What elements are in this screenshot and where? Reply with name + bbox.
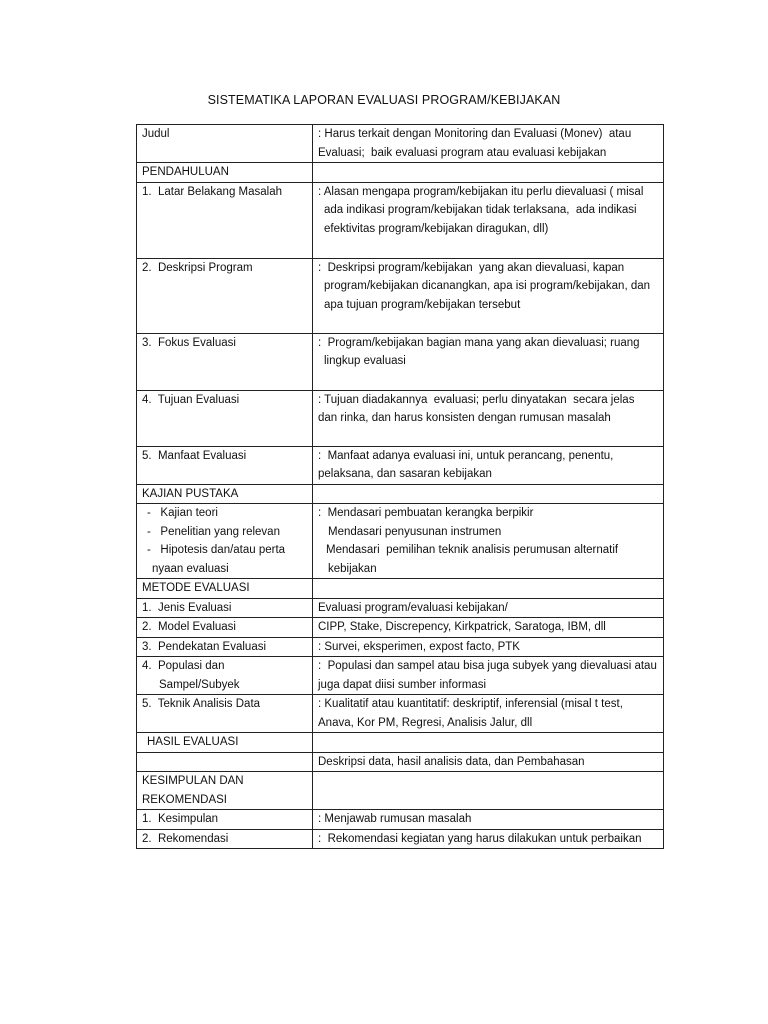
section-label-cell <box>137 258 313 333</box>
table-row <box>137 772 664 810</box>
cell-line: HASIL EVALUASI <box>147 736 239 748</box>
table-row <box>137 484 664 504</box>
table-row <box>137 182 664 258</box>
section-label-cell <box>137 484 313 504</box>
cell-line: : Menjawab rumusan masalah <box>318 813 472 825</box>
description-cell <box>313 637 664 657</box>
section-label-cell <box>137 125 313 163</box>
section-label-cell <box>137 829 313 849</box>
description-cell <box>313 504 664 579</box>
cell-line: : Survei, eksperimen, expost facto, PTK <box>318 640 520 653</box>
table-row <box>137 657 664 695</box>
cell-line: Judul <box>142 128 170 140</box>
cell-line: 2. Rekomendasi <box>142 832 229 845</box>
description-cell <box>313 810 664 830</box>
cell-line: dan rinka, dan harus konsisten dengan rumusan masalah <box>318 412 611 424</box>
description-cell <box>313 752 664 772</box>
section-label-cell <box>137 657 313 695</box>
cell-line: PENDAHULUAN <box>142 166 229 178</box>
section-label-cell <box>137 504 313 579</box>
table-row <box>137 258 664 333</box>
cell-line: 5. Manfaat Evaluasi <box>142 449 247 462</box>
cell-line: : Program/kebijakan bagian mana yang akan dievaluasi; ruang <box>318 336 640 349</box>
table-row <box>137 598 664 618</box>
cell-line: nyaan evaluasi <box>152 562 229 575</box>
table-row <box>137 333 664 390</box>
cell-line: REKOMENDASI <box>142 793 227 806</box>
description-cell <box>313 125 664 163</box>
cell-line: lingkup evaluasi <box>324 355 406 367</box>
cell-line: 2. Model Evaluasi <box>142 621 236 633</box>
section-label-cell <box>137 618 313 638</box>
description-cell <box>313 258 664 333</box>
table-row <box>137 752 664 772</box>
table-row <box>137 446 664 484</box>
description-cell <box>313 733 664 753</box>
cell-line: Evaluasi; baik evaluasi program atau evaluasi kebijakan <box>318 146 607 159</box>
description-cell <box>313 657 664 695</box>
section-label-cell <box>137 733 313 753</box>
section-label-cell <box>137 598 313 618</box>
cell-line: : Mendasari pembuatan kerangka berpikir <box>318 507 534 519</box>
cell-line: 4. Tujuan Evaluasi <box>142 393 240 406</box>
cell-line: Mendasari penyusunan instrumen <box>328 525 502 538</box>
cell-line: 3. Fokus Evaluasi <box>142 336 236 349</box>
table-row <box>137 733 664 753</box>
outline-table <box>136 124 664 849</box>
table-row <box>137 125 664 163</box>
description-cell <box>313 484 664 504</box>
cell-line: 1. Kesimpulan <box>142 813 219 825</box>
section-label-cell <box>137 695 313 733</box>
cell-line: Evaluasi program/evaluasi kebijakan/ <box>318 601 508 614</box>
cell-line: : Harus terkait dengan Monitoring dan Evaluasi (Monev) atau <box>318 128 632 140</box>
section-label-cell <box>137 637 313 657</box>
cell-line: : Populasi dan sampel atau bisa juga subyek yang dievaluasi atau <box>318 660 657 672</box>
description-cell <box>313 772 664 810</box>
cell-line: Anava, Kor PM, Regresi, Analisis Jalur, dll <box>318 716 533 729</box>
cell-line: Mendasari pemilihan teknik analisis perumusan alternatif <box>326 544 619 556</box>
section-label-cell <box>137 810 313 830</box>
cell-line: 5. Teknik Analisis Data <box>142 698 261 710</box>
description-cell <box>313 598 664 618</box>
section-label-cell <box>137 163 313 183</box>
section-label-cell <box>137 182 313 258</box>
cell-line: 3. Pendekatan Evaluasi <box>142 640 267 653</box>
cell-line: : Deskripsi program/kebijakan yang akan dievaluasi, kapan <box>318 261 625 274</box>
cell-line: 4. Populasi dan <box>142 660 225 672</box>
description-cell <box>313 390 664 446</box>
description-cell <box>313 163 664 183</box>
cell-line: - Kajian teori <box>147 507 218 519</box>
cell-line: ada indikasi program/kebijakan tidak terlaksana, ada indikasi <box>324 204 637 216</box>
table-row <box>137 390 664 446</box>
cell-line: program/kebijakan dicanangkan, apa isi program/kebijakan, dan <box>324 280 651 292</box>
section-label-cell <box>137 390 313 446</box>
table-row <box>137 637 664 657</box>
cell-line: METODE EVALUASI <box>142 582 250 594</box>
section-label-cell <box>137 446 313 484</box>
description-cell <box>313 695 664 733</box>
description-cell <box>313 182 664 258</box>
cell-line: : Alasan mengapa program/kebijakan itu perlu dievaluasi ( misal <box>318 185 644 198</box>
description-cell <box>313 829 664 849</box>
cell-line: pelaksana, dan sasaran kebijakan <box>318 468 492 480</box>
cell-line: : Kualitatif atau kuantitatif: deskriptif, inferensial (misal t test, <box>318 698 623 710</box>
cell-line: KAJIAN PUSTAKA <box>142 487 239 500</box>
cell-line: juga dapat diisi sumber informasi <box>318 678 487 691</box>
cell-line: 1. Jenis Evaluasi <box>142 601 232 614</box>
cell-line: 1. Latar Belakang Masalah <box>142 185 283 198</box>
table-row <box>137 810 664 830</box>
section-label-cell <box>137 579 313 599</box>
cell-line: - Hipotesis dan/atau perta <box>147 544 286 556</box>
cell-line: kebijakan <box>328 562 377 575</box>
cell-line: : Manfaat adanya evaluasi ini, untuk perancang, penentu, <box>318 449 614 462</box>
description-cell <box>313 618 664 638</box>
section-label-cell <box>137 333 313 390</box>
table-row <box>137 579 664 599</box>
description-cell <box>313 333 664 390</box>
table-row <box>137 504 664 579</box>
cell-line: : Tujuan diadakannya evaluasi; perlu dinyatakan secara jelas <box>318 393 635 406</box>
document-title: SISTEMATIKA LAPORAN EVALUASI PROGRAM/KEBIJAKAN <box>207 93 561 107</box>
cell-line: Deskripsi data, hasil analisis data, dan Pembahasan <box>318 755 585 768</box>
cell-line: Sampel/Subyek <box>159 678 240 691</box>
cell-line: - Penelitian yang relevan <box>147 525 280 538</box>
cell-line: CIPP, Stake, Discrepency, Kirkpatrick, Saratoga, IBM, dll <box>318 621 606 633</box>
cell-line: efektivitas program/kebijakan diragukan, dll) <box>324 222 549 235</box>
description-cell <box>313 446 664 484</box>
cell-line: : Rekomendasi kegiatan yang harus dilakukan untuk perbaikan <box>318 832 642 845</box>
table-row <box>137 829 664 849</box>
table-row <box>137 695 664 733</box>
section-label-cell <box>137 752 313 772</box>
cell-line: KESIMPULAN DAN <box>142 775 244 787</box>
cell-line: 2. Deskripsi Program <box>142 261 253 274</box>
cell-line: apa tujuan program/kebijakan tersebut <box>324 298 521 311</box>
section-label-cell <box>137 772 313 810</box>
table-row <box>137 163 664 183</box>
description-cell <box>313 579 664 599</box>
table-row <box>137 618 664 638</box>
